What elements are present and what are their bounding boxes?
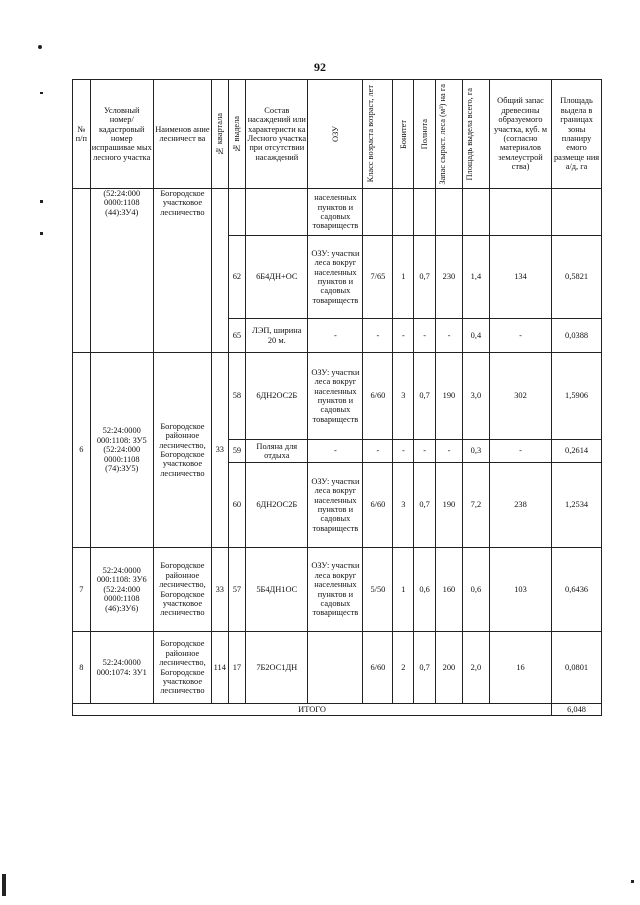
row-num: 7 xyxy=(73,548,91,632)
cell-stock: 160 xyxy=(435,548,462,632)
scan-dot-1 xyxy=(38,45,42,49)
cell-total-stock: 134 xyxy=(489,236,551,319)
table-row xyxy=(73,632,602,704)
cell-forestry: Богородское районное лесничество, Богородское участковое лесничество xyxy=(153,548,211,632)
cell-composition: 7Б2ОС1ДН xyxy=(246,632,308,704)
cell-total-stock: 302 xyxy=(489,353,551,440)
cell-stock: 190 xyxy=(435,463,462,548)
cell-ozu: населенных пунктов и садовых товариществ xyxy=(308,189,363,236)
cell-forestry: Богородское районное лесничество, Богородское участковое лесничество xyxy=(153,353,211,548)
scan-dot-4 xyxy=(40,232,43,235)
cell-bonitet: 1 xyxy=(393,548,414,632)
scan-dot-2 xyxy=(40,92,43,94)
col-header-total-stock: Общий запас древесины образуемого участка, куб. м (согласно материалов землеустрой ства) xyxy=(489,80,551,189)
col-header-bonitet: Бонитет xyxy=(398,119,408,149)
col-header-area-total: Площадь выдела всего, га xyxy=(464,87,474,181)
col-header-num: № п/п xyxy=(73,80,91,189)
cell-age: 6/60 xyxy=(363,632,393,704)
cell-ozu: - xyxy=(308,440,363,463)
cell-total-stock: 238 xyxy=(489,463,551,548)
table-row xyxy=(73,548,602,632)
cell-total-stock: 16 xyxy=(489,632,551,704)
cell-composition: Поляна для отдыха xyxy=(246,440,308,463)
total-row xyxy=(73,704,602,716)
total-label: ИТОГО xyxy=(73,704,552,716)
col-header-quarter: № квартала xyxy=(215,112,225,156)
cell-ozu: - xyxy=(308,319,363,353)
cell-allotment: 57 xyxy=(228,548,246,632)
cell-area-zone: 1,2534 xyxy=(552,463,602,548)
page-number: 92 xyxy=(314,60,326,74)
cell-stock: - xyxy=(435,319,462,353)
cell-cadastral: 52:24:0000 000:1074: ЗУ1 xyxy=(90,632,153,704)
cell-age: 6/60 xyxy=(363,353,393,440)
col-header-forestry: Наименов ание лесничест ва xyxy=(153,80,211,189)
cell-age: 7/65 xyxy=(363,236,393,319)
cell-bonitet: - xyxy=(393,440,414,463)
cell-bonitet: 3 xyxy=(393,463,414,548)
scan-dot-3 xyxy=(40,200,43,203)
cell-area-total: 3,0 xyxy=(462,353,489,440)
total-value: 6,048 xyxy=(552,704,602,716)
cell-area-zone: 0,6436 xyxy=(552,548,602,632)
cell-bonitet: 3 xyxy=(393,353,414,440)
row-num: 6 xyxy=(73,353,91,548)
cell-ozu: ОЗУ: участки леса вокруг населенных пунктов и садовых товариществ xyxy=(308,548,363,632)
forest-plots-table xyxy=(72,79,602,716)
cell-allotment: 60 xyxy=(228,463,246,548)
cell-ozu: ОЗУ: участки леса вокруг населенных пунктов и садовых товариществ xyxy=(308,236,363,319)
cell-density: - xyxy=(414,319,436,353)
cell-total-stock: - xyxy=(489,319,551,353)
cell-density: 0,7 xyxy=(414,353,436,440)
table-row xyxy=(73,189,602,236)
scan-speck xyxy=(631,880,634,883)
cell-composition: 6Б4ДН+ОС xyxy=(246,236,308,319)
cell-total-stock: - xyxy=(489,440,551,463)
cell-allotment: 65 xyxy=(228,319,246,353)
cell-ozu: ОЗУ: участки леса вокруг населенных пунктов и садовых товариществ xyxy=(308,353,363,440)
cell-allotment: 59 xyxy=(228,440,246,463)
cell-area-total: 0,6 xyxy=(462,548,489,632)
header-row xyxy=(73,80,602,189)
cell-forestry: Богородское участковое лесничество xyxy=(153,189,211,353)
cell-quarter: 33 xyxy=(211,353,228,548)
cell-cadastral: (52:24:000 0000:1108 (44):ЗУ4) xyxy=(90,189,153,353)
cell-bonitet: 1 xyxy=(393,236,414,319)
cell-composition: 5Б4ДН1ОС xyxy=(246,548,308,632)
cell-area-total: 0,4 xyxy=(462,319,489,353)
cell-allotment: 58 xyxy=(228,353,246,440)
cell-stock: 190 xyxy=(435,353,462,440)
cell-density: 0,7 xyxy=(414,632,436,704)
cell-composition: 6ДН2ОС2Б xyxy=(246,463,308,548)
cell-density: 0,7 xyxy=(414,236,436,319)
col-header-allotment: № выдела xyxy=(232,115,242,153)
cell-area-total: 7,2 xyxy=(462,463,489,548)
cell-stock: 230 xyxy=(435,236,462,319)
cell-composition: 6ДН2ОС2Б xyxy=(246,353,308,440)
scan-edge-mark xyxy=(2,874,6,896)
cell-composition: ЛЭП, ширина 20 м. xyxy=(246,319,308,353)
cell-forestry: Богородское районное лесничество, Богородское участковое лесничество xyxy=(153,632,211,704)
cell-density: 0,6 xyxy=(414,548,436,632)
cell-cadastral: 52:24:0000 000:1108: ЗУ6 (52:24:000 0000:1108 (46):ЗУ6) xyxy=(90,548,153,632)
cell-stock: - xyxy=(435,440,462,463)
row-num: 8 xyxy=(73,632,91,704)
cell-area-zone: 0,5821 xyxy=(552,236,602,319)
cell-area-zone: 0,0388 xyxy=(552,319,602,353)
cell-cadastral: 52:24:0000 000:1108: ЗУ5 (52:24:000 0000:1108 (74):ЗУ5) xyxy=(90,353,153,548)
col-header-age: Класс возраста возраст, лет xyxy=(365,85,375,183)
cell-area-total: 1,4 xyxy=(462,236,489,319)
cell-allotment xyxy=(228,189,246,236)
col-header-ozu: ОЗУ xyxy=(330,126,340,142)
cell-area-zone: 1,5906 xyxy=(552,353,602,440)
cell-ozu xyxy=(308,632,363,704)
cell-stock: 200 xyxy=(435,632,462,704)
cell-ozu: ОЗУ: участки леса вокруг населенных пунктов и садовых товариществ xyxy=(308,463,363,548)
cell-area-total: 2,0 xyxy=(462,632,489,704)
col-header-composition: Состав насаждений или характеристи ка Лесного участка при отсутствии насаждений xyxy=(246,80,308,189)
col-header-cadastral: Условный номер/ кадастровый номер испрашивае мых лесного участка xyxy=(90,80,153,189)
cell-age: - xyxy=(363,440,393,463)
cell-bonitet: - xyxy=(393,319,414,353)
cell-allotment: 17 xyxy=(228,632,246,704)
cell-allotment: 62 xyxy=(228,236,246,319)
cell-age: - xyxy=(363,319,393,353)
col-header-stock: Запас сыраст. леса (м³) на га xyxy=(437,83,447,185)
cell-area-total: 0,3 xyxy=(462,440,489,463)
cell-area-zone: 0,2614 xyxy=(552,440,602,463)
cell-total-stock: 103 xyxy=(489,548,551,632)
cell-age: 6/60 xyxy=(363,463,393,548)
cell-age: 5/50 xyxy=(363,548,393,632)
cell-area-zone: 0,0801 xyxy=(552,632,602,704)
cell-quarter: 33 xyxy=(211,548,228,632)
table-row xyxy=(73,353,602,440)
cell-quarter: 114 xyxy=(211,632,228,704)
cell-density: 0,7 xyxy=(414,463,436,548)
row-num xyxy=(73,189,91,353)
cell-composition xyxy=(246,189,308,236)
col-header-density: Полнота xyxy=(419,118,429,150)
cell-quarter xyxy=(211,189,228,353)
cell-bonitet: 2 xyxy=(393,632,414,704)
col-header-area-zone: Площадь выдела в границах зоны планиру емого размеще ния а/д, га xyxy=(552,80,602,189)
cell-density: - xyxy=(414,440,436,463)
